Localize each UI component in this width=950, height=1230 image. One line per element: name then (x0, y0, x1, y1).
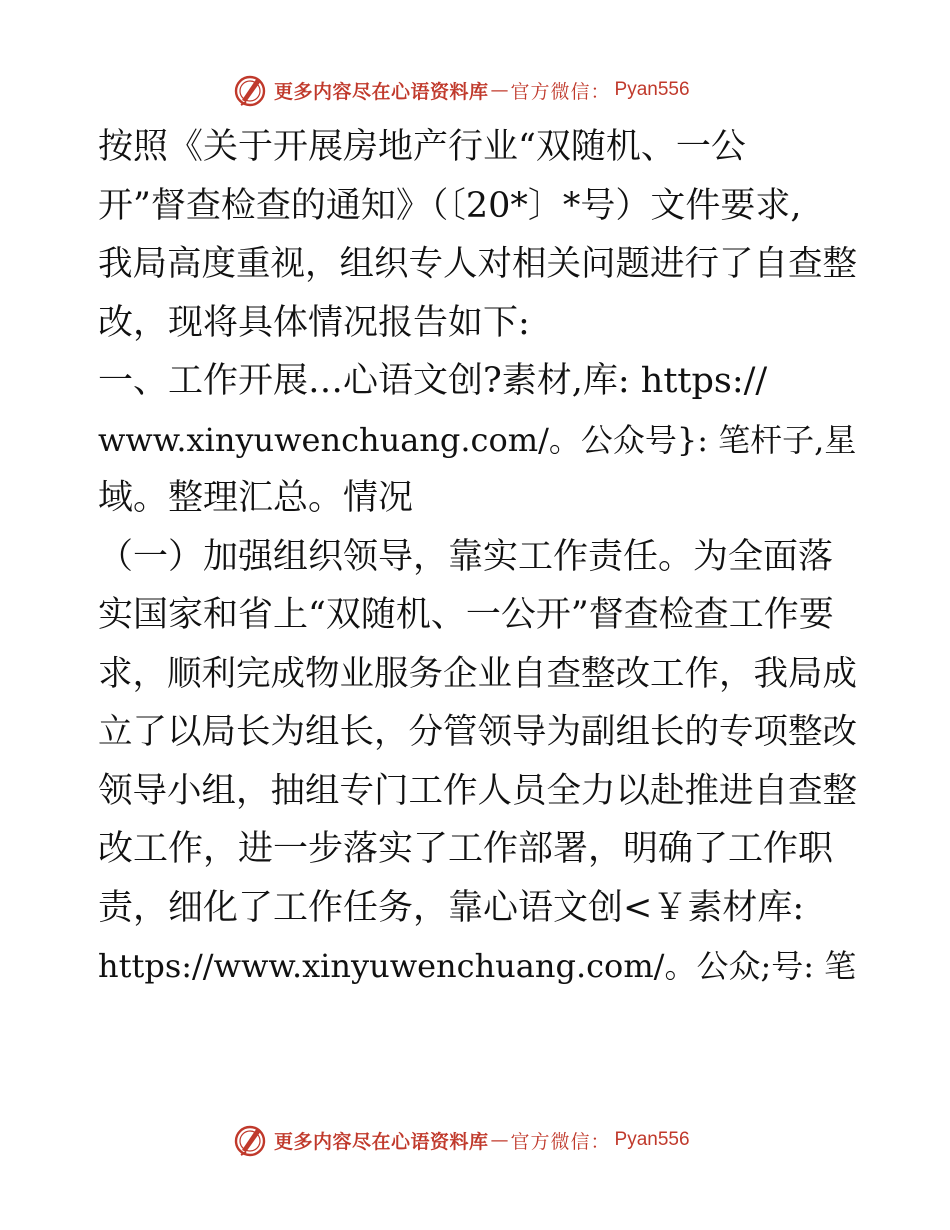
watermark-dash: — (490, 79, 509, 101)
watermark-title: 更多内容尽在心语资料库 (274, 1130, 489, 1153)
paragraph-section-heading (98, 352, 858, 528)
section-heading-line: 一、工作开展…心语文创?素材,库: https:// (98, 361, 768, 401)
watermark-title: 更多内容尽在心语资料库 (274, 80, 489, 103)
watermark-wechat-label: 官方微信： (510, 1130, 611, 1153)
quill-pen-logo-icon (232, 72, 268, 108)
text-line: 按照《关于开展房地产行业“双随机、一公 (98, 127, 746, 167)
text-line: 开”督查检查的通知》（〔20*〕*号）文件要求, (98, 185, 802, 226)
text-line: 领导小组，抽组专门工作人员全力以赴推进自查整 (98, 770, 857, 811)
paragraph-intro (98, 118, 858, 352)
subsection-heading-line: （一）加强组织领导，靠实工作责任。为全面落 (98, 536, 834, 577)
text-line: 改工作，进一步落实了工作部署，明确了工作职 (98, 829, 834, 869)
paragraph-subsection-one (98, 528, 858, 996)
quill-pen-logo-icon (232, 1122, 268, 1158)
text-line: https://www.xinyuwenchuang.com/。公众;号: 笔 (98, 947, 857, 985)
watermark-dash: — (490, 1129, 509, 1151)
footer-watermark (232, 1120, 752, 1160)
text-line: www.xinyuwenchuang.com/。公众号}: 笔杆子,星 (98, 420, 857, 459)
watermark-wechat-id: Pyan556 (614, 1129, 690, 1150)
text-line: 我局高度重视，组织专人对相关问题进行了自查整 (98, 244, 857, 284)
header-watermark (232, 70, 752, 110)
text-line: 实国家和省上“双随机、一公开”督查检查工作要 (98, 595, 834, 635)
text-line: 求，顺利完成物业服务企业自查整改工作，我局成 (98, 653, 857, 694)
text-line: 立了以局长为组长，分管领导为副组长的专项整改 (98, 712, 857, 752)
watermark-wechat-id: Pyan556 (614, 79, 690, 100)
watermark-wechat-label: 官方微信： (510, 80, 611, 103)
text-line: 改，现将具体情况报告如下: (98, 302, 530, 343)
text-line: 责，细化了工作任务，靠心语文创<￥素材库: (98, 887, 805, 928)
document-body (98, 118, 858, 996)
text-line: 域。整理汇总。情况 (98, 478, 414, 518)
